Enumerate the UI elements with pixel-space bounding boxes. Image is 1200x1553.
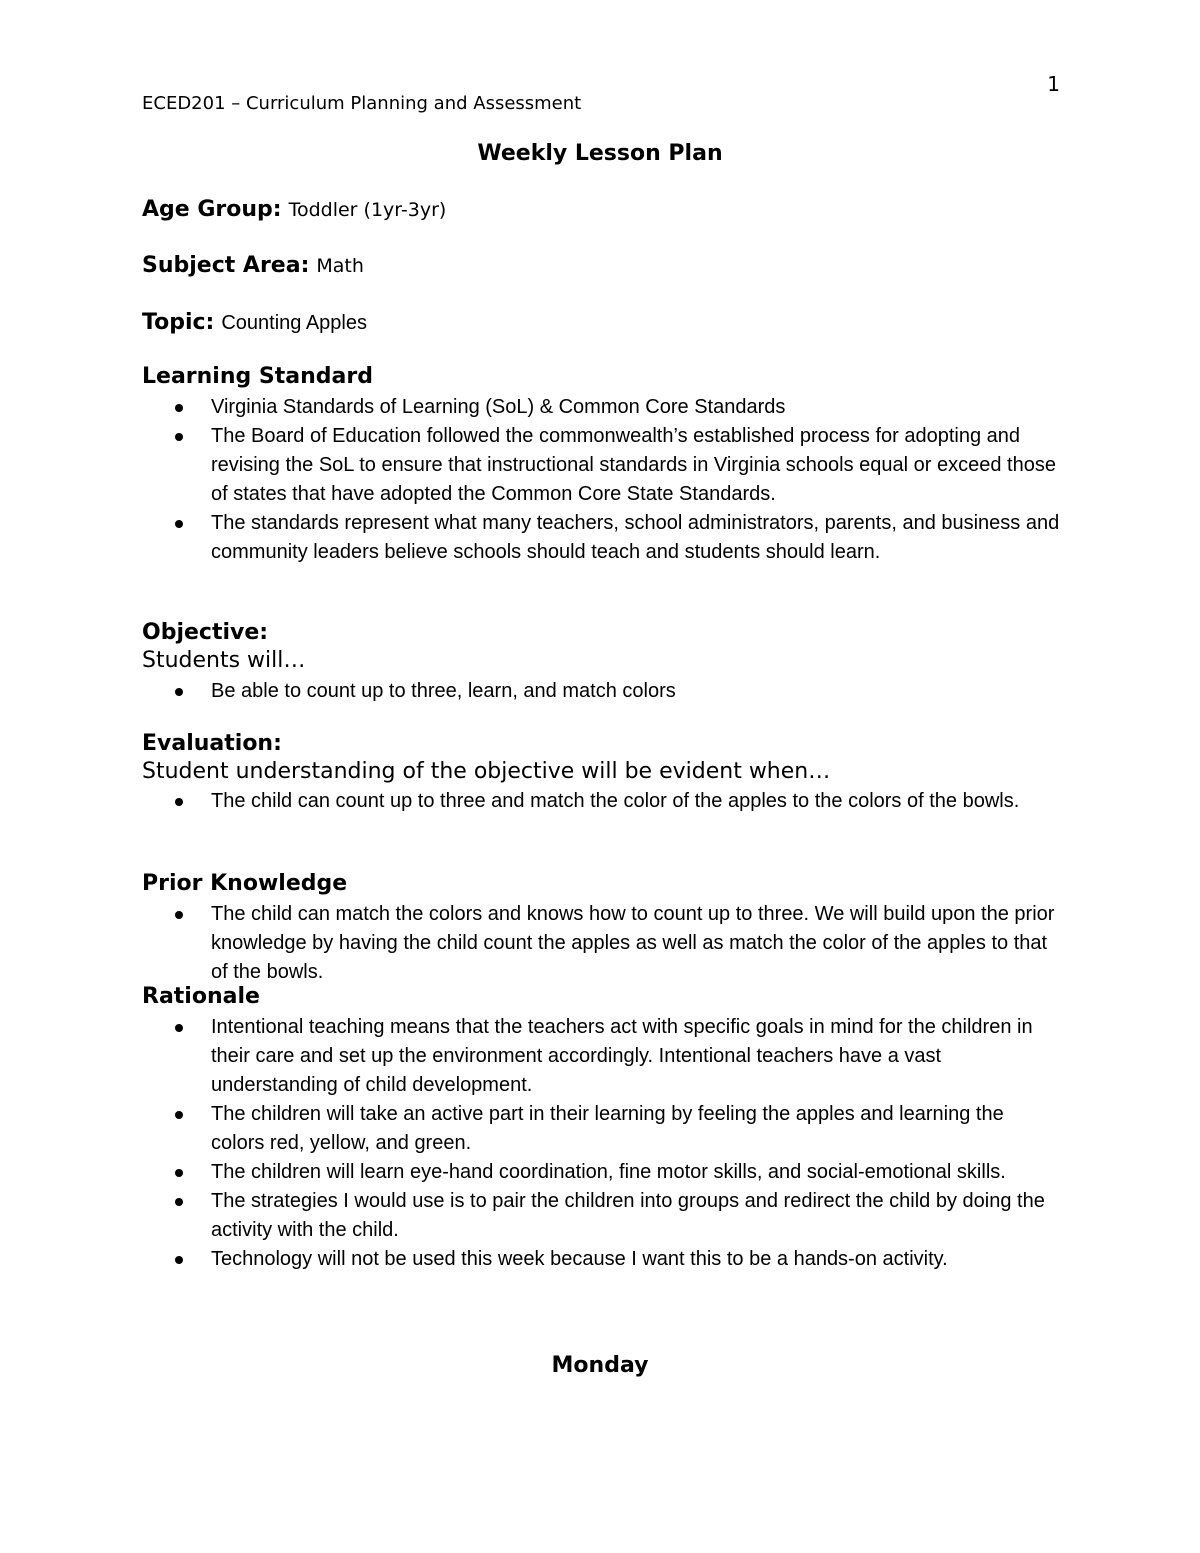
document-header: ECED201 – Curriculum Planning and Assessment: [142, 93, 582, 114]
list-item: Technology will not be used this week because I want this to be a hands-on activity.: [142, 1245, 1062, 1274]
list-item: The child can count up to three and match the color of the apples to the colors of the bowls.: [142, 787, 1062, 816]
objective-heading: Objective:: [142, 620, 269, 645]
subject-area-label: Subject Area:: [142, 253, 310, 278]
evaluation-list: [142, 787, 1062, 816]
prior-knowledge-heading: Prior Knowledge: [142, 871, 348, 896]
page-number: 1: [1047, 72, 1060, 96]
age-group-field: [142, 197, 446, 222]
topic-value: Counting Apples: [221, 312, 367, 334]
topic-field: [142, 310, 367, 335]
learning-standard-heading: Learning Standard: [142, 364, 373, 389]
list-item: The child can match the colors and knows how to count up to three. We will build upon the prior knowledge by having the child count the apples as well as match the color of the apples to that of the bowls.: [142, 900, 1062, 987]
list-item: The strategies I would use is to pair the children into groups and redirect the child by doing the activity with the child.: [142, 1187, 1062, 1245]
evaluation-lead: Student understanding of the objective will be evident when…: [142, 759, 831, 784]
list-item: The Board of Education followed the commonwealth’s established process for adopting and revising the SoL to ensure that instructional standards in Virginia schools equal or exceed those of states that have adopted the Common Core State Standards.: [142, 422, 1062, 509]
prior-knowledge-list: [142, 900, 1062, 987]
evaluation-heading: Evaluation:: [142, 731, 282, 756]
learning-standard-list: [142, 393, 1062, 567]
objective-list: [142, 677, 1062, 706]
rationale-heading: Rationale: [142, 984, 260, 1009]
document-title: Weekly Lesson Plan: [477, 141, 723, 166]
subject-area-field: [142, 253, 364, 278]
topic-label: Topic:: [142, 310, 215, 335]
list-item: The children will take an active part in their learning by feeling the apples and learning the colors red, yellow, and green.: [142, 1100, 1062, 1158]
objective-lead: Students will…: [142, 648, 306, 673]
age-group-value: Toddler (1yr-3yr): [288, 199, 447, 221]
day-heading: Monday: [551, 1353, 649, 1378]
list-item: Intentional teaching means that the teachers act with specific goals in mind for the children in their care and set up the environment accordingly. Intentional teachers have a vast understanding of child development.: [142, 1013, 1062, 1100]
subject-area-value: Math: [316, 255, 364, 277]
list-item: Be able to count up to three, learn, and match colors: [142, 677, 1062, 706]
rationale-list: [142, 1013, 1062, 1274]
list-item: The standards represent what many teachers, school administrators, parents, and business and community leaders believe schools should teach and students should learn.: [142, 509, 1062, 567]
list-item: The children will learn eye-hand coordination, fine motor skills, and social-emotional skills.: [142, 1158, 1062, 1187]
list-item: Virginia Standards of Learning (SoL) & Common Core Standards: [142, 393, 1062, 422]
age-group-label: Age Group:: [142, 197, 282, 222]
